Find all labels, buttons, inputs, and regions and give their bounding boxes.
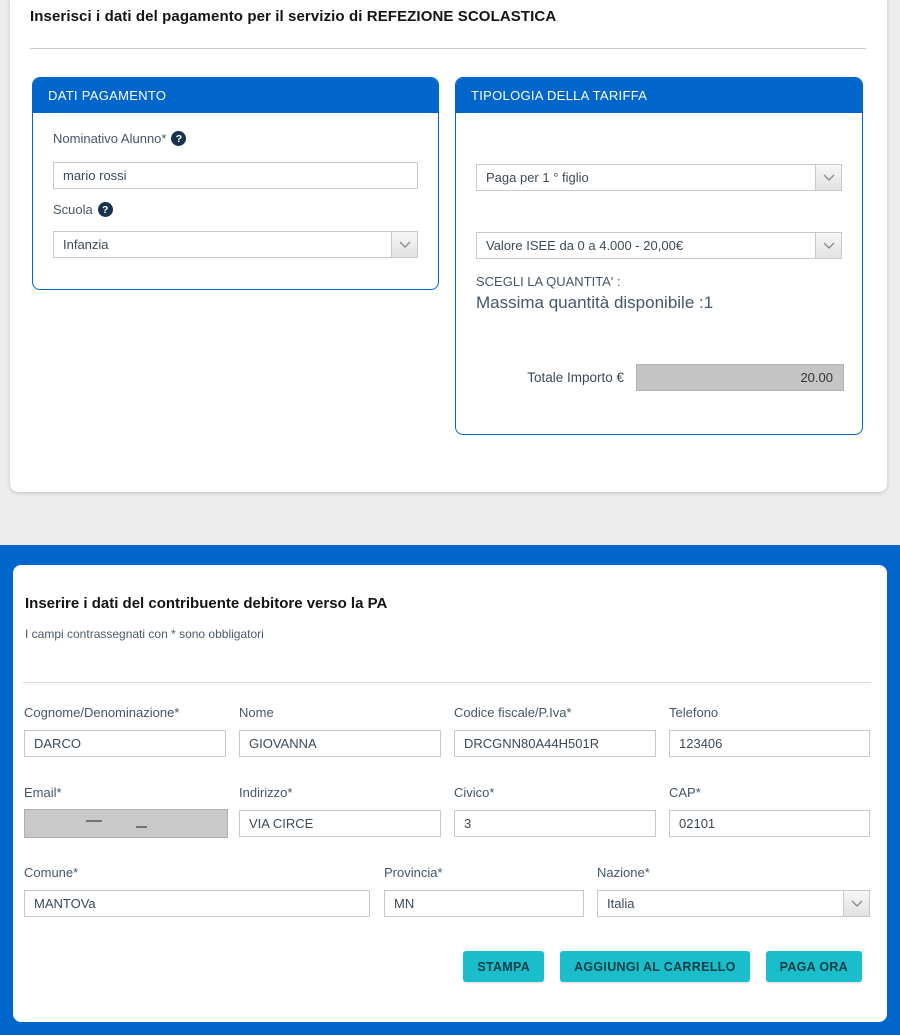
tipologia-tariffa-panel (455, 77, 863, 435)
cap-input[interactable] (669, 810, 870, 837)
nome-input[interactable] (239, 730, 441, 757)
dati-pagamento-panel (32, 77, 439, 290)
chevron-down-icon (815, 233, 841, 258)
divider (30, 48, 866, 49)
nominativo-alunno-label: Nominativo Alunno* ? (53, 131, 186, 146)
question-circle-icon[interactable] (171, 131, 186, 146)
nominativo-alunno-input[interactable] (53, 162, 418, 189)
indirizzo-label: Indirizzo* (239, 785, 293, 800)
email-label: Email* (24, 785, 62, 800)
cognome-input[interactable] (24, 730, 226, 757)
scuola-label: Scuola ? (53, 202, 113, 217)
dati-pagamento-header: DATI PAGAMENTO (33, 78, 438, 113)
debtor-section-background (0, 545, 900, 1035)
stampa-button[interactable]: STAMPA (463, 951, 544, 982)
totale-importo-label: Totale Importo € (527, 370, 624, 385)
chevron-down-icon (391, 232, 417, 257)
cognome-label: Cognome/Denominazione* (24, 705, 180, 720)
quantity-label: SCEGLI LA QUANTITA' : (476, 274, 621, 289)
provincia-label: Provincia* (384, 865, 443, 880)
aggiungi-al-carrello-button[interactable]: AGGIUNGI AL CARRELLO (560, 951, 750, 982)
action-buttons (463, 951, 862, 982)
totale-importo-input (636, 364, 844, 391)
chevron-down-icon (843, 891, 869, 916)
isee-select[interactable]: Valore ISEE da 0 a 4.000 - 20,00€ (476, 232, 842, 259)
debtor-subtitle: I campi contrassegnati con * sono obbligatori (25, 627, 264, 641)
telefono-label: Telefono (669, 705, 719, 720)
nome-label: Nome (239, 705, 274, 720)
paga-ora-button[interactable]: PAGA ORA (766, 951, 862, 982)
indirizzo-input[interactable] (239, 810, 441, 837)
telefono-input[interactable] (669, 730, 870, 757)
comune-input[interactable] (24, 890, 370, 917)
divider (23, 682, 871, 683)
debtor-title: Inserire i dati del contribuente debitore verso la PA (25, 595, 388, 612)
max-quantity-text: Massima quantità disponibile :1 (476, 293, 714, 312)
civico-input[interactable] (454, 810, 656, 837)
payment-detail-card (10, 0, 887, 492)
codice-fiscale-input[interactable] (454, 730, 656, 757)
page-title: Inserisci i dati del pagamento per il servizio di REFEZIONE SCOLASTICA (30, 8, 557, 25)
scuola-select[interactable]: Infanzia (53, 231, 418, 258)
tipologia-tariffa-header: TIPOLOGIA DELLA TARIFFA (456, 78, 862, 113)
email-input-redacted[interactable] (24, 809, 228, 838)
question-circle-icon[interactable] (98, 202, 113, 217)
figlio-select[interactable]: Paga per 1 ° figlio (476, 164, 842, 191)
civico-label: Civico* (454, 785, 495, 800)
cap-label: CAP* (669, 785, 701, 800)
comune-label: Comune* (24, 865, 79, 880)
codice-fiscale-label: Codice fiscale/P.Iva* (454, 705, 572, 720)
nazione-select[interactable]: Italia (597, 890, 870, 917)
debtor-card (13, 565, 887, 1022)
chevron-down-icon (815, 165, 841, 190)
provincia-input[interactable] (384, 890, 584, 917)
nazione-label: Nazione* (597, 865, 650, 880)
